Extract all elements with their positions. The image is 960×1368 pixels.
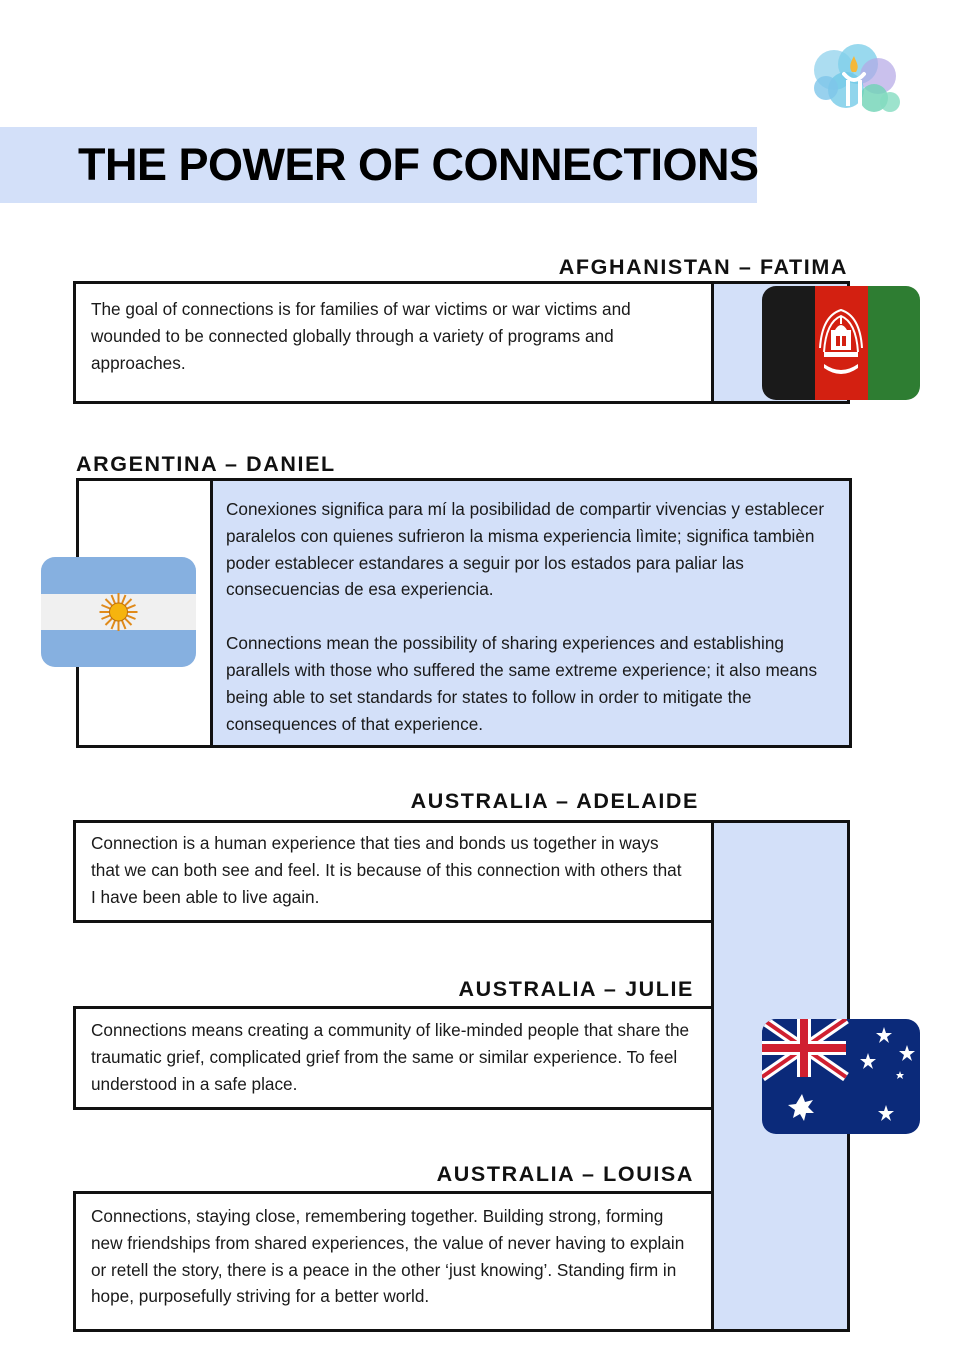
entry-text-louisa: Connections, staying close, remembering together. Building strong, forming new friendships from shared experiences, the value of never having to explain or retell the story, there is a peace in the other ‘just knowing’. Standing firm in hope, purposefully striving for a better world. xyxy=(91,1206,685,1307)
entry-heading-julie: AUSTRALIA – JULIE xyxy=(458,977,694,1001)
entry-text-daniel-en: Connections mean the possibility of sharing experiences and establishing parallels with those who suffered the same extreme experience; it also means being able to set standards for states to follow in order to mitigate the consequences of that experience. xyxy=(226,633,818,734)
entry-text-adelaide: Connection is a human experience that ties and bonds us together in ways that we can both see and feel. It is because of this connection with others that I have been able to live again. xyxy=(91,833,682,907)
argentina-flag-icon xyxy=(41,557,196,667)
entry-heading-adelaide: AUSTRALIA – ADELAIDE xyxy=(410,789,699,813)
entry-heading-daniel: ARGENTINA – DANIEL xyxy=(76,452,336,476)
entry-text-fatima: The goal of connections is for families of war victims or war victims and wounded to be connected globally through a variety of programs and approaches. xyxy=(91,299,631,373)
afghanistan-flag-icon xyxy=(762,286,920,400)
entry-text-daniel-es: Conexiones significa para mí la posibilidad de compartir vivencias y establecer paralelos con quienes sufrieron la misma experiencia lìmite; significa tambièn poder establecer estandares a seguir por los estados para paliar las consecuencias de esa experiencia. xyxy=(226,499,825,600)
australia-flag-icon xyxy=(762,1019,920,1134)
entry-text-julie: Connections means creating a community of like-minded people that share the traumatic grief, complicated grief from the same or similar experience. To feel understood in a safe place. xyxy=(91,1020,690,1094)
entry-heading-louisa: AUSTRALIA – LOUISA xyxy=(436,1162,694,1186)
page-title: THE POWER OF CONNECTIONS xyxy=(78,139,759,190)
entry-heading-fatima: AFGHANISTAN – FATIMA xyxy=(558,255,848,279)
entry-text-daniel xyxy=(226,496,836,737)
organization-logo-icon xyxy=(808,42,904,116)
